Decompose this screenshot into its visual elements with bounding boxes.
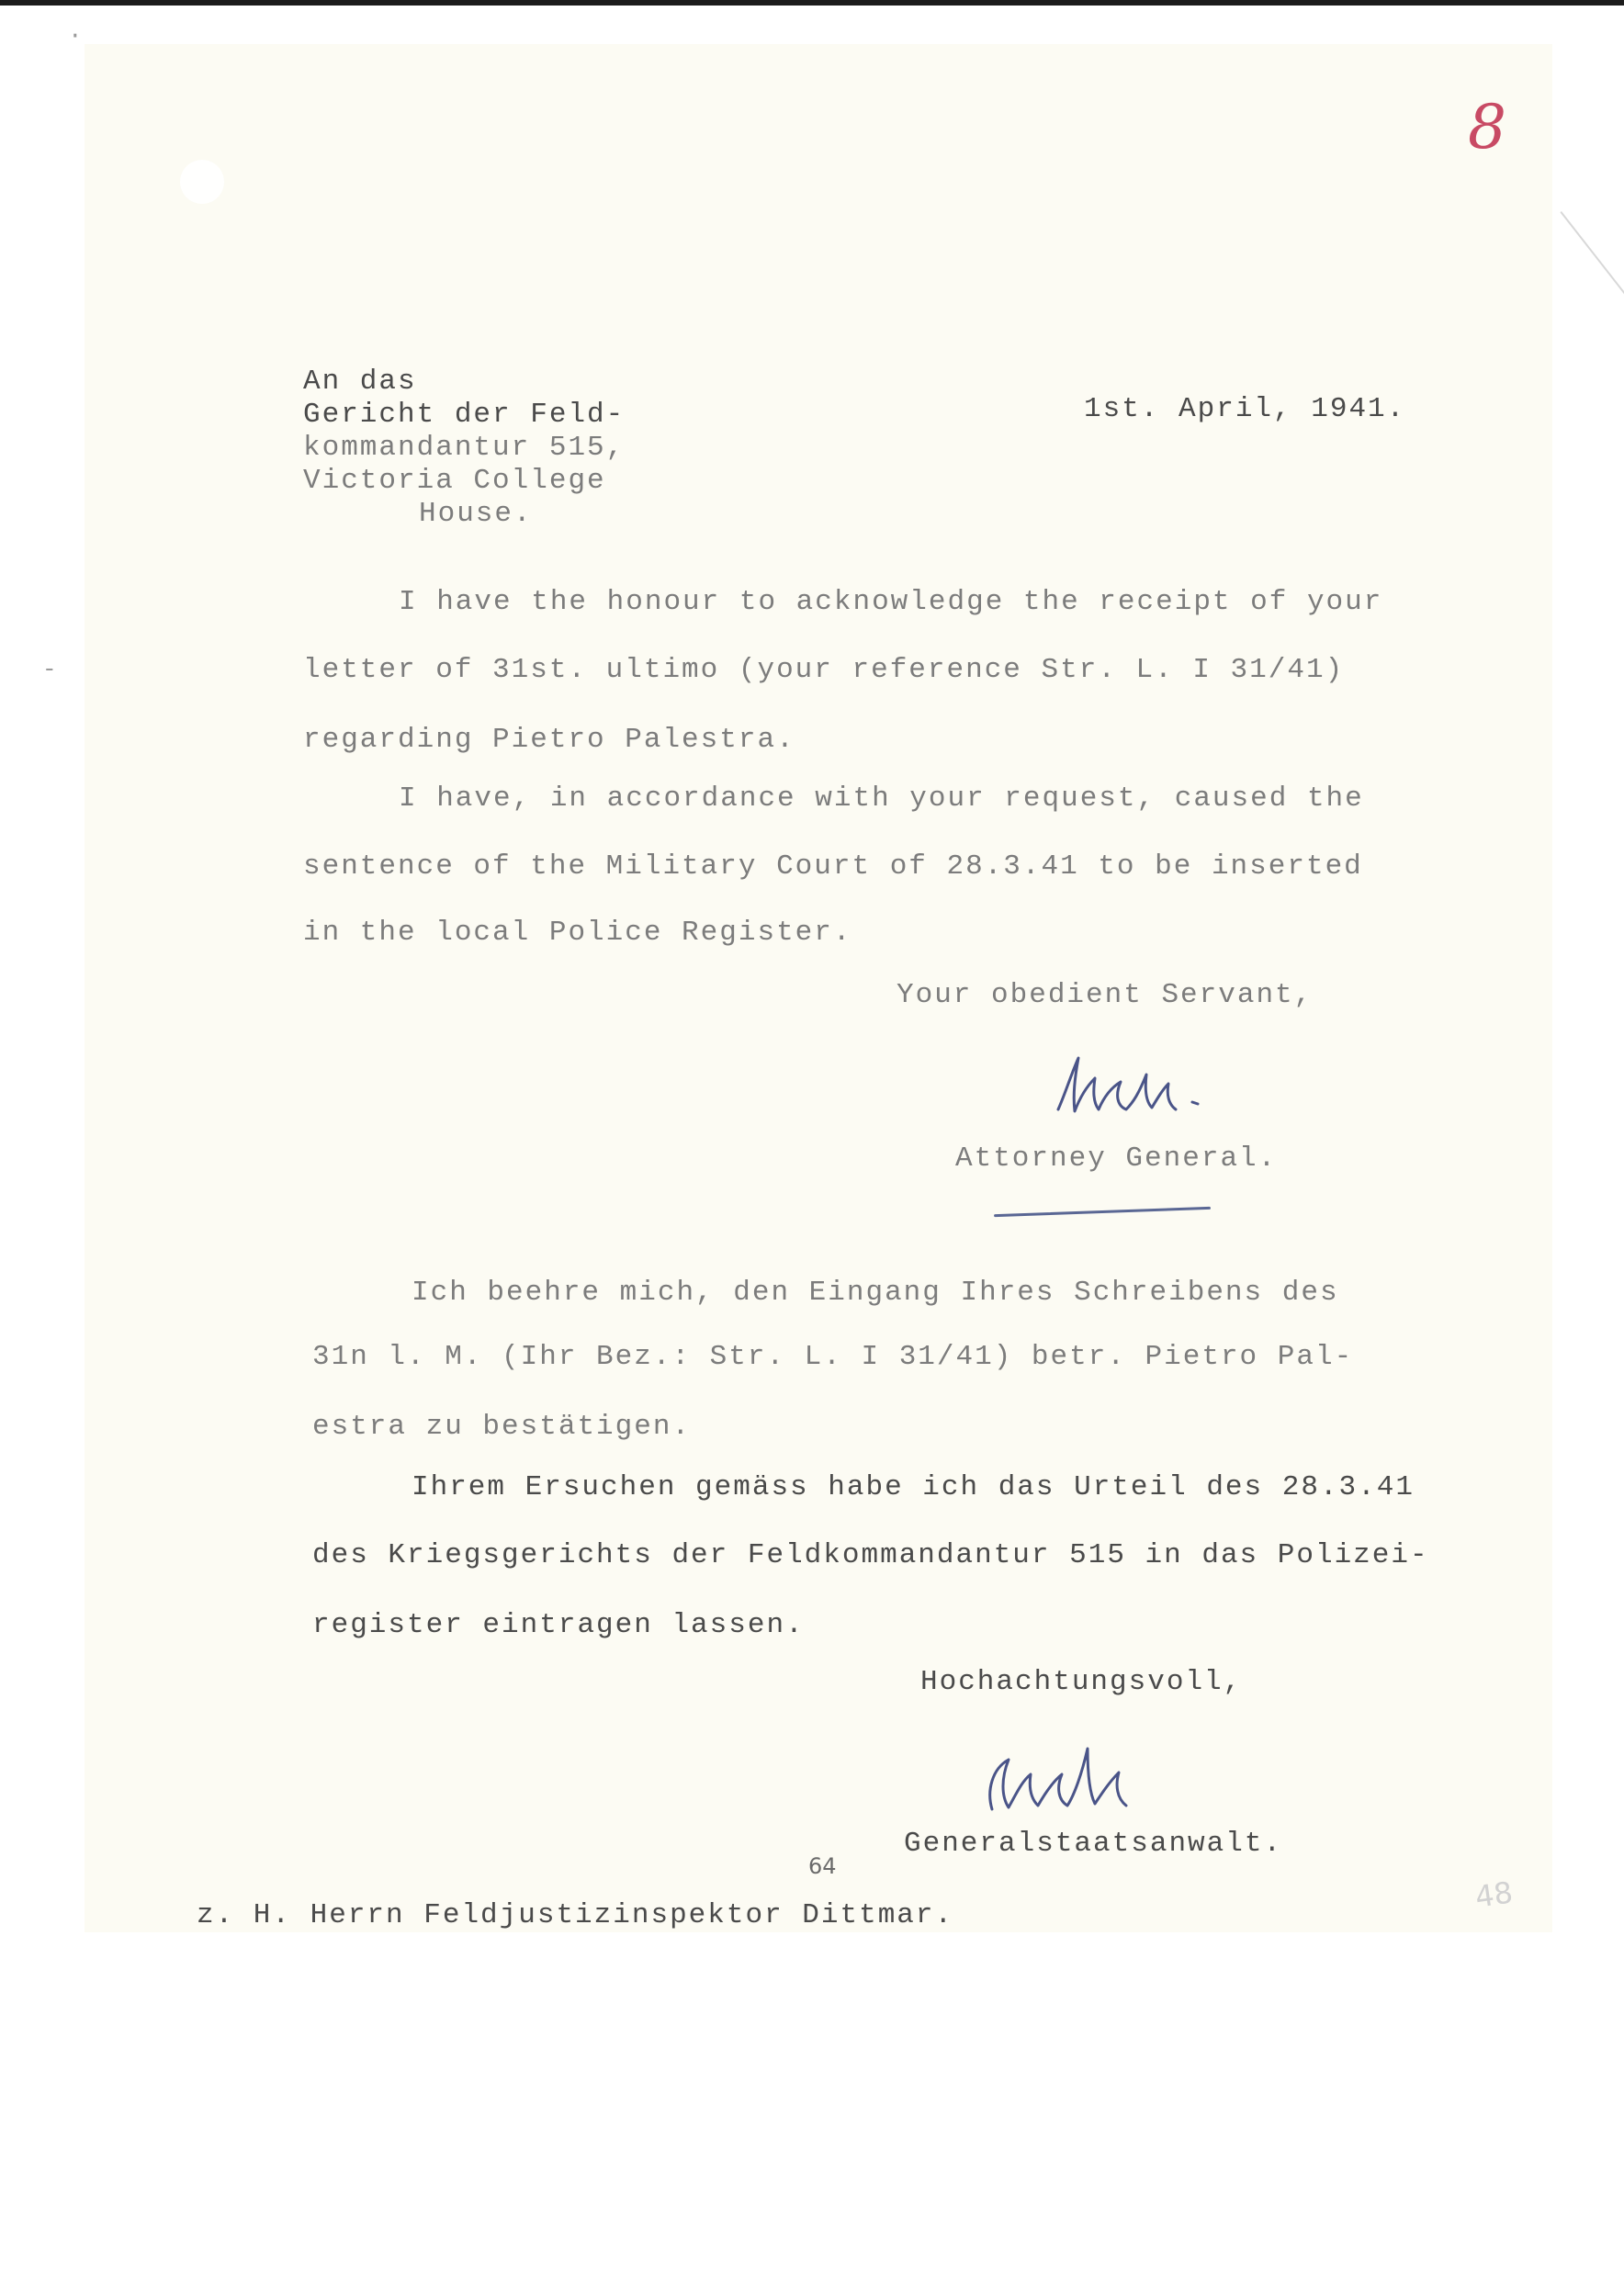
german-line: Ihrem Ersuchen gemäss habe ich das Urteil des 28.3.41 bbox=[412, 1471, 1415, 1503]
german-line: estra zu bestätigen. bbox=[312, 1411, 692, 1443]
scan-edge bbox=[0, 0, 1624, 6]
english-line: letter of 31st. ultimo (your reference Str. L. I 31/41) bbox=[303, 654, 1345, 686]
german-closing: Hochachtungsvoll, bbox=[920, 1666, 1243, 1698]
english-line: in the local Police Register. bbox=[303, 917, 852, 949]
footer-attention-line: z. H. Herrn Feldjustizinspektor Dittmar. bbox=[197, 1899, 954, 1931]
paper-edge-line bbox=[1560, 211, 1624, 307]
signature-image bbox=[964, 1727, 1167, 1828]
letter-date: 1st. April, 1941. bbox=[1084, 393, 1406, 425]
english-line: sentence of the Military Court of 28.3.41 to be inserted bbox=[303, 850, 1363, 883]
address-line: House. bbox=[419, 498, 533, 530]
german-signatory: Generalstaatsanwalt. bbox=[904, 1828, 1283, 1860]
german-line: 31n l. M. (Ihr Bez.: Str. L. I 31/41) betr. Pietro Pal- bbox=[312, 1341, 1354, 1373]
margin-mark: - bbox=[42, 656, 57, 683]
english-line: regarding Pietro Palestra. bbox=[303, 724, 795, 756]
margin-mark: · bbox=[68, 22, 83, 50]
folio-number: 64 bbox=[808, 1853, 837, 1879]
address-line: An das bbox=[303, 366, 417, 398]
address-line: kommandantur 515, bbox=[303, 432, 626, 464]
english-line: I have the honour to acknowledge the receipt of your bbox=[399, 586, 1383, 618]
german-line: register eintragen lassen. bbox=[312, 1609, 805, 1641]
address-line: Victoria College bbox=[303, 465, 606, 497]
english-closing: Your obedient Servant, bbox=[897, 979, 1314, 1011]
german-line: Ich beehre mich, den Eingang Ihres Schreibens des bbox=[412, 1277, 1339, 1309]
german-line: des Kriegsgerichts der Feldkommandantur 515 in das Polizei- bbox=[312, 1539, 1429, 1571]
english-line: I have, in accordance with your request, caused the bbox=[399, 782, 1364, 815]
english-signatory: Attorney General. bbox=[955, 1142, 1278, 1175]
address-line: Gericht der Feld- bbox=[303, 399, 626, 431]
page-number: 8 bbox=[1468, 92, 1506, 163]
punch-hole bbox=[180, 160, 224, 204]
pencil-folio-number: 48 bbox=[1472, 1874, 1516, 1915]
letter-paper bbox=[85, 44, 1552, 1932]
signature-image bbox=[1038, 1038, 1240, 1130]
